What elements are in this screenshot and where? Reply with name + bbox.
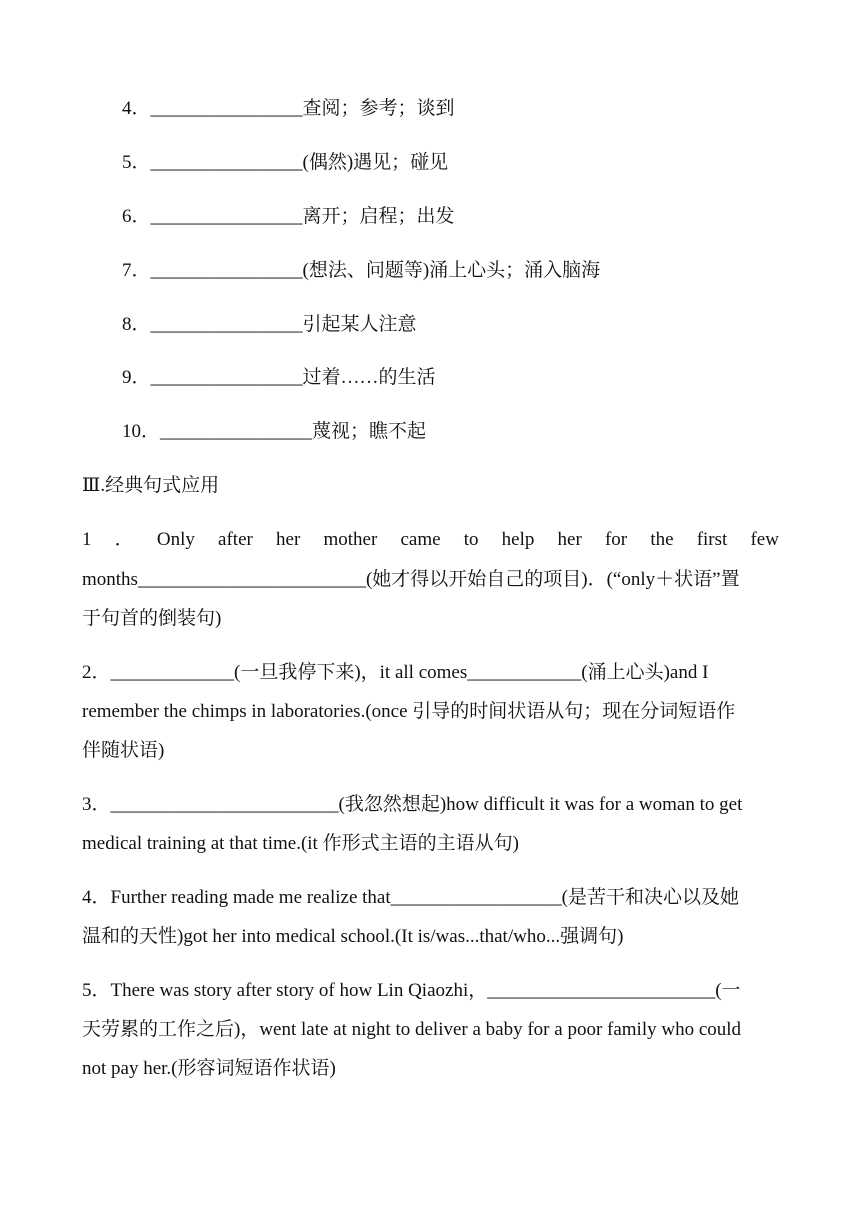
word: came xyxy=(400,529,441,550)
word: Only xyxy=(156,529,195,550)
sentence-2-line-2: remember the chimps in laboratories.(once 引导的时间状语从句；现在分词短语作 xyxy=(82,701,736,722)
word: her xyxy=(276,529,301,550)
item-number: 9． xyxy=(122,367,151,388)
vocab-item-9 xyxy=(122,367,436,389)
sentence-3-line-1: 3．________________________(我忽然想起)how difficult it was for a woman to get xyxy=(82,794,743,815)
sentence-2-line-1: 2．_____________(一旦我停下来)，it all comes____________(涌上心头)and I xyxy=(82,662,709,683)
answer-blank: ________________ xyxy=(160,421,313,442)
word: after xyxy=(218,529,253,550)
word: to xyxy=(463,529,479,550)
word: first xyxy=(696,529,728,550)
answer-blank: ________________ xyxy=(150,367,303,388)
vocab-item-5 xyxy=(122,152,448,174)
word: her xyxy=(557,529,582,550)
vocab-item-7 xyxy=(122,260,600,282)
sentence-1-line-3: 于句首的倒装句) xyxy=(82,608,222,629)
item-meaning: (想法、问题等)涌上心头；涌入脑海 xyxy=(302,260,601,281)
item-number: 5． xyxy=(122,152,151,173)
vocab-item-10 xyxy=(122,421,426,443)
sentence-3-line-2: medical training at that time.(it 作形式主语的主语从句) xyxy=(82,833,519,854)
item-meaning: 离开；启程；出发 xyxy=(302,206,455,227)
item-number: 6． xyxy=(122,206,151,227)
sentence-4-line-2: 温和的天性)got her into medical school.(It is/was...that/who...强调句) xyxy=(82,926,624,947)
item-meaning: 蔑视；瞧不起 xyxy=(312,421,427,442)
sentence-1-line-2: months________________________(她才得以开始自己的项目)．(“only＋状语”置 xyxy=(82,569,740,590)
vocab-item-4 xyxy=(122,98,455,120)
sentence-5-line-1: 5．There was story after story of how Lin Qiaozhi，________________________(一 xyxy=(82,980,741,1001)
item-meaning: (偶然)遇见；碰见 xyxy=(302,152,449,173)
item-number: 4． xyxy=(122,98,151,119)
answer-blank: ________________ xyxy=(150,260,303,281)
word: help xyxy=(501,529,535,550)
section-title: Ⅲ.经典句式应用 xyxy=(82,475,220,496)
word: ． xyxy=(114,529,134,550)
answer-blank: ________________ xyxy=(150,152,303,173)
word: for xyxy=(604,529,628,550)
answer-blank: ________________ xyxy=(150,314,303,335)
word: 1 xyxy=(82,529,92,550)
item-number: 10． xyxy=(122,421,161,442)
answer-blank: ________________ xyxy=(150,206,303,227)
vocab-item-8 xyxy=(122,314,417,336)
vocab-item-6 xyxy=(122,206,455,228)
sentence-1-line-1 xyxy=(82,529,779,551)
answer-blank: ________________ xyxy=(150,98,303,119)
sentence-5-line-2: 天劳累的工作之后)，went late at night to deliver a baby for a poor family who could xyxy=(82,1019,742,1040)
word: the xyxy=(650,529,674,550)
sentence-4-line-1: 4．Further reading made me realize that__________________(是苦干和决心以及她 xyxy=(82,887,739,908)
sentence-2-line-3: 伴随状语) xyxy=(82,740,165,761)
word: few xyxy=(750,529,779,550)
item-number: 7． xyxy=(122,260,151,281)
sentence-5-line-3: not pay her.(形容词短语作状语) xyxy=(82,1058,336,1079)
item-meaning: 过着……的生活 xyxy=(302,367,436,388)
item-meaning: 查阅；参考；谈到 xyxy=(302,98,455,119)
item-number: 8． xyxy=(122,314,151,335)
item-meaning: 引起某人注意 xyxy=(302,314,417,335)
word: mother xyxy=(323,529,378,550)
